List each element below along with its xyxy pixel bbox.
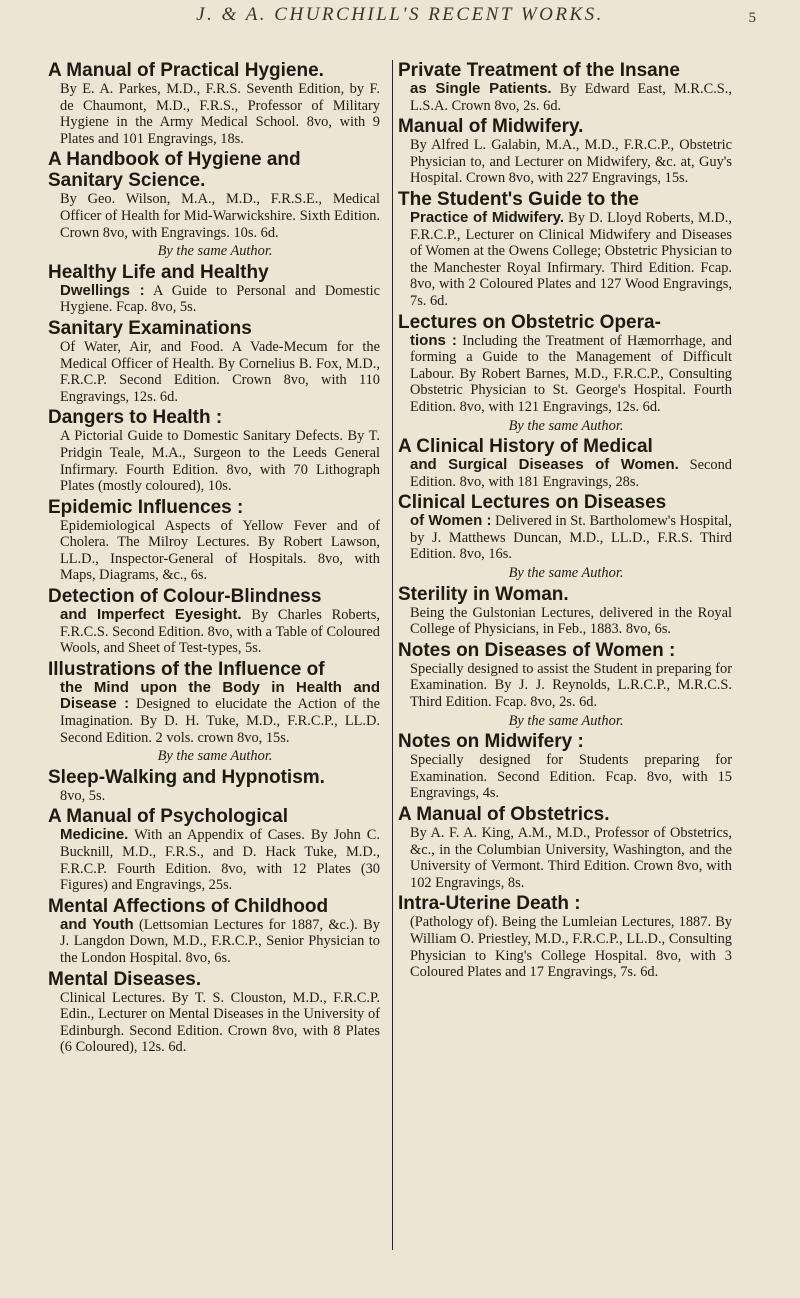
entry-details: Delivered in St. Bartholomew's Hospital, by J. Matthews Duncan, M.D., LL.D., F.R.S. Third Edition. 8vo, 16s. (410, 513, 732, 563)
entry-title-continued: tions : (410, 331, 457, 349)
entry-details: By Geo. Wilson, M.A., M.D., F.R.S.E., Medical Officer of Health for Mid-Warwickshire. Sixth Edition. Crown 8vo, with Engravings. 10s. 6d. (60, 191, 380, 241)
entry-details: By Edward East, M.R.C.S., L.S.A. Crown 8vo, 2s. 6d. (410, 81, 732, 114)
catalogue-entry (400, 436, 732, 490)
entry-details: A Guide to Personal and Domestic Hygiene. Fcap. 8vo, 5s. (60, 282, 380, 316)
catalogue-entry (50, 659, 380, 746)
entry-details: Being the Gulstonian Lectures, delivered in the Royal College of Physicians, in Feb., 1883. 8vo, 6s. (410, 604, 732, 638)
catalogue-entry (400, 492, 732, 563)
entry-title: Healthy Life and Healthy (48, 261, 269, 283)
entry-title: Illustrations of the Influence of (48, 658, 325, 680)
entry-title: Lectures on Obstetric Opera- (398, 311, 661, 333)
catalogue-entry (400, 804, 732, 891)
entry-title: Clinical Lectures on Diseases (398, 492, 667, 514)
entry-details: Specially designed for Students preparing for Examination. Second Edition. Fcap. 8vo, with 15 Engravings, 4s. (410, 752, 732, 802)
catalogue-entry (400, 60, 732, 114)
entry-title: The Student's Guide to the (398, 188, 639, 210)
entry-title-continued: of Women : (410, 512, 492, 530)
entry-title: Detection of Colour-Blindness (48, 586, 322, 608)
entry-title-continued: Practice of Midwifery. (410, 208, 565, 226)
column-divider (392, 60, 393, 1250)
entry-description (50, 607, 380, 657)
entry-details: (Pathology of). Being the Lumleian Lectures, 1887. By William O. Priestley, M.D., F.R.C.P., LL.D., Consulting Physician to King's College Hospital. 8vo, with 3 Coloured Plates and 17 Engravings, 7s. 6d. (410, 914, 732, 981)
entry-title: A Manual of Psychological (48, 806, 289, 828)
catalogue-entry (50, 60, 380, 147)
entry-description (400, 825, 732, 891)
catalogue-entry (50, 969, 380, 1056)
entry-details: Designed to elucidate the Action of the Imagination. By D. H. Tuke, M.D., F.R.C.P., LL.D. Second Edition. 2 vols. crown 8vo, 15s. (60, 696, 380, 746)
same-author-note: By the same Author. (157, 243, 273, 260)
same-author-note: By the same Author. (508, 565, 624, 582)
entry-title-continued: and Youth (60, 915, 134, 933)
entry-details: By E. A. Parkes, M.D., F.R.S. Seventh Edition, by F. de Chaumont, M.D., F.R.S., Professor of Military Hygiene in the Army Medical School. 8vo, with 9 Plates and 101 Engravings, 18s. (60, 81, 380, 147)
entry-title: Manual of Midwifery. (398, 116, 584, 138)
catalogue-entry (50, 767, 380, 805)
catalogue-entry (400, 312, 732, 416)
catalogue-entry (400, 584, 732, 638)
entry-title-continued: as Single Patients. (410, 80, 552, 97)
entry-details: Of Water, Air, and Food. A Vade-Mecum for the Medical Officer of Health. By Cornelius B. Fox, M.D., F.R.C.P. Second Edition. Crown 8vo, with 110 Engravings, 12s. 6d. (60, 338, 380, 405)
entry-title: Sanitary Examinations (48, 317, 252, 339)
same-author-note: By the same Author. (508, 712, 624, 729)
catalogue-entry (400, 116, 732, 187)
catalogue-entry (400, 189, 732, 310)
catalogue-entry (50, 318, 380, 405)
entry-description (400, 605, 732, 638)
entry-title-continued: the Mind upon the Body in Health and Disease : (60, 678, 380, 713)
running-title: J. & A. CHURCHILL'S RECENT WORKS. (196, 4, 604, 25)
entry-description (50, 518, 380, 584)
catalogue-entry (400, 640, 732, 711)
left-column (50, 60, 380, 1058)
entry-description (50, 428, 380, 494)
entry-details: By Charles Roberts, F.R.C.S. Second Edition. 8vo, with a Table of Coloured Wools, and Sheet of Test-types, 5s. (60, 607, 380, 657)
entry-title: Epidemic Influences : (48, 496, 244, 518)
entry-details: Including the Treatment of Hæmorrhage, and forming a Guide to the Management of Difficult Labour. By Robert Barnes, M.D., F.R.C.P., Consulting Obstetric Physician to St. George's Hospital. Fourth Edition. 8vo, with 121 Engravings, 12s. 6d. (410, 332, 732, 415)
entry-title: Mental Diseases. (48, 968, 202, 990)
entry-details: (Lettsomian Lectures for 1887, &c.). By J. Langdon Down, M.D., F.R.C.P., Senior Physician to the London Hospital. 8vo, 6s. (60, 916, 380, 966)
entry-title: Dangers to Health : (48, 407, 223, 429)
same-author-note: By the same Author. (157, 748, 273, 765)
entry-description (50, 283, 380, 316)
entry-description (50, 191, 380, 241)
entry-details: By Alfred L. Galabin, M.A., M.D., F.R.C.P., Obstetric Physician to, and Lecturer on Midwifery, &c. at, Guy's Hospital. Crown 8vo, with 227 Engravings, 15s. (410, 137, 732, 187)
entry-title-continued: Medicine. (60, 826, 129, 844)
entry-title-continued: and Imperfect Eyesight. (60, 606, 242, 624)
entry-description (50, 990, 380, 1056)
entry-title: A Manual of Practical Hygiene. (48, 60, 324, 81)
entry-title: A Handbook of Hygiene and Sanitary Science. (48, 149, 301, 192)
entry-description (50, 81, 380, 147)
entry-description (400, 81, 732, 114)
catalogue-entry (50, 497, 380, 584)
entry-title: Intra-Uterine Death : (398, 893, 581, 915)
entry-title: Notes on Midwifery : (398, 731, 584, 753)
entry-title: Mental Affections of Childhood (48, 895, 329, 917)
entry-description (400, 752, 732, 802)
entry-details: With an Appendix of Cases. By John C. Bucknill, M.D., F.R.S., and D. Hack Tuke, M.D., F.R.C.P. Fourth Edition. 8vo, with 12 Plates (30 Figures) and Engravings, 25s. (60, 827, 380, 894)
entry-title: Sterility in Woman. (398, 583, 569, 605)
catalogue-entry (50, 262, 380, 316)
catalogue-entry (50, 149, 380, 241)
entry-title-continued: and Surgical Diseases of Women. (410, 456, 679, 474)
right-column (400, 60, 732, 983)
entry-title: A Manual of Obstetrics. (398, 804, 610, 825)
same-author-note: By the same Author. (508, 417, 624, 434)
catalogue-entry (400, 893, 732, 980)
entry-details: 8vo, 5s. (60, 787, 106, 804)
entry-details: By A. F. A. King, A.M., M.D., Professor of Obstetrics, &c., in the Columbian University, Washington, and the University of Vermont. Third Edition. Crown 8vo, with 102 Engravings, 8s. (410, 825, 732, 891)
entry-description (50, 788, 380, 805)
entry-details: Clinical Lectures. By T. S. Clouston, M.D., F.R.C.P. Edin., Lecturer on Mental Diseases in the University of Edinburgh. Second Edition. Crown 8vo, with 8 Plates (6 Coloured), 12s. 6d. (60, 989, 380, 1056)
entry-details: By D. Lloyd Roberts, M.D., F.R.C.P., Lecturer on Clinical Midwifery and Diseases of Women at the Owens College; Obstetric Physician to the Manchester Royal Infirmary. Third Edition. Fcap. 8vo, with 2 Coloured Plates and 127 Wood Engravings, 7s. 6d. (410, 209, 732, 309)
running-head (0, 4, 800, 34)
catalogue-entry (50, 896, 380, 967)
entry-description (400, 210, 732, 310)
entry-description (50, 917, 380, 967)
entry-details: Second Edition. 8vo, with 181 Engravings, 28s. (410, 457, 732, 490)
entry-details: Epidemiological Aspects of Yellow Fever and of Cholera. The Milroy Lectures. By Robert Lawson, LL.D., Inspector-General of Hospitals. 8vo, with Maps, Diagrams, &c., 6s. (60, 517, 380, 584)
entry-description (400, 513, 732, 563)
catalogue-entry (50, 407, 380, 494)
page-number: 5 (748, 10, 756, 26)
entry-details: Specially designed to assist the Student in preparing for Examination. By J. J. Reynolds, L.R.C.P., M.R.C.S. Third Edition. Fcap. 8vo, 2s. 6d. (410, 660, 732, 711)
entry-description (50, 680, 380, 746)
entry-description (400, 661, 732, 711)
entry-description (400, 914, 732, 980)
catalogue-entry (50, 806, 380, 893)
entry-description (400, 137, 732, 187)
entry-title: A Clinical History of Medical (398, 436, 653, 458)
entry-description (400, 333, 732, 416)
catalogue-entry (400, 731, 732, 802)
entry-description (50, 339, 380, 405)
entry-description (50, 827, 380, 893)
entry-title: Notes on Diseases of Women : (398, 639, 676, 661)
entry-description (400, 457, 732, 490)
entry-details: A Pictorial Guide to Domestic Sanitary Defects. By T. Pridgin Teale, M.A., Surgeon to the Leeds General Infirmary. Fourth Edition. 8vo, with 70 Lithograph Plates (mostly coloured), 10s. (60, 428, 380, 495)
entry-title: Sleep-Walking and Hypnotism. (48, 766, 325, 788)
entry-title-continued: Dwellings : (60, 281, 145, 299)
catalogue-entry (50, 586, 380, 657)
entry-title: Private Treatment of the Insane (398, 60, 680, 81)
